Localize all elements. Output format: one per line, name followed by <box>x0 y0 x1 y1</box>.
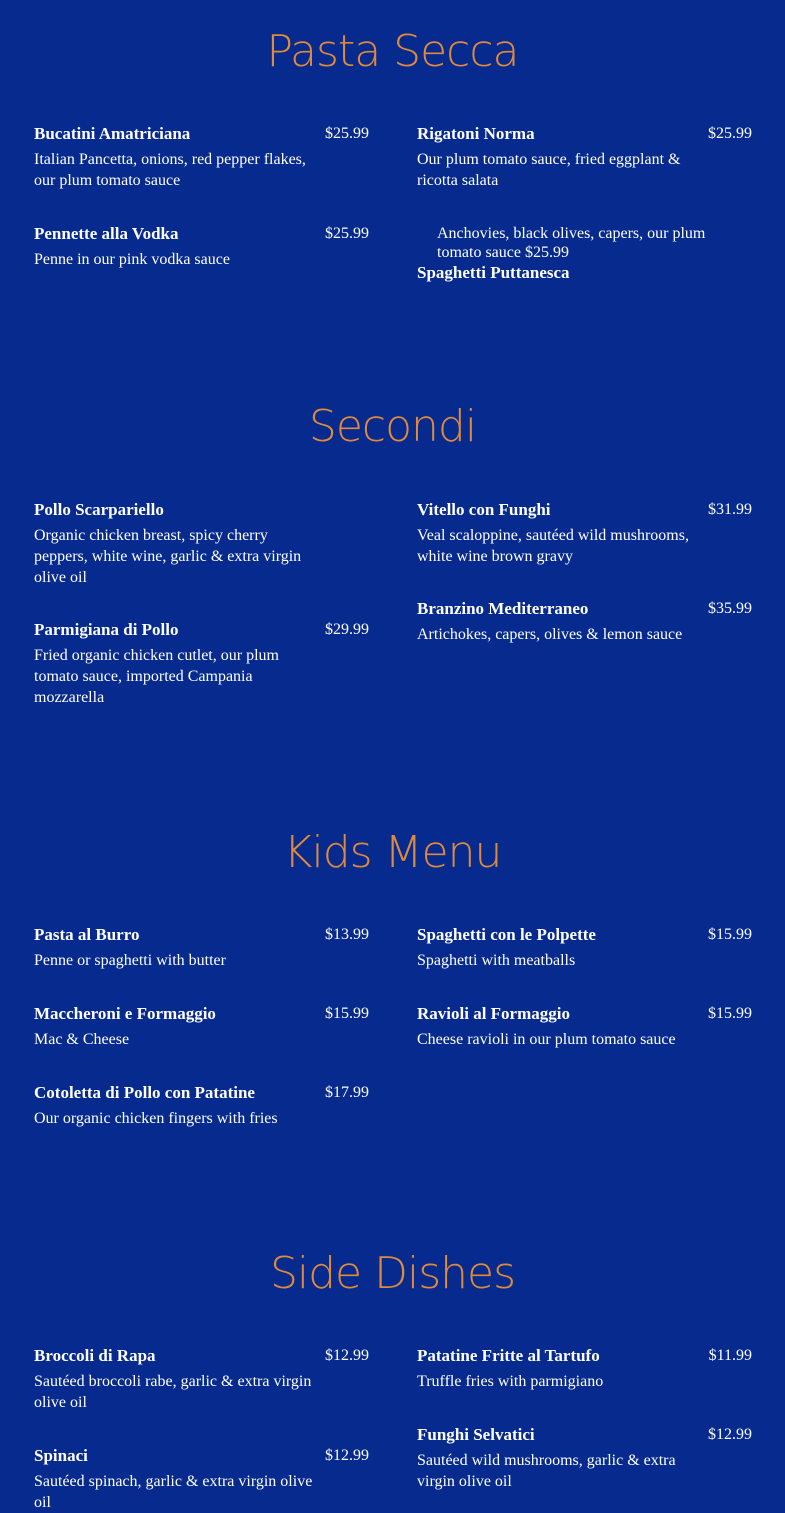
menu-item-patatine-fritte-al-tartufo <box>417 1346 752 1392</box>
item-name: Parmigiana di Pollo <box>34 620 179 639</box>
menu-item-rigatoni-norma <box>417 124 752 191</box>
menu-item-spinaci <box>34 1446 369 1513</box>
item-description: Cheese ravioli in our plum tomato sauce <box>417 1031 676 1048</box>
item-name: Spaghetti Puttanesca <box>417 263 570 282</box>
item-name: Maccheroni e Formaggio <box>34 1004 216 1023</box>
item-price: $29.99 <box>325 621 369 638</box>
item-description: Artichokes, capers, olives & lemon sauce <box>417 626 683 643</box>
item-description: Veal scaloppine, sautéed wild mushrooms, white wine brown gravy <box>417 527 689 565</box>
section-title-pasta-secca: Pasta Secca <box>266 26 519 77</box>
menu-item-pollo-scarpariello <box>34 500 369 588</box>
item-price: $25.99 <box>325 225 369 242</box>
section-title-side-dishes: Side Dishes <box>269 1248 516 1299</box>
item-name: Branzino Mediterraneo <box>417 599 589 618</box>
item-name: Pasta al Burro <box>34 925 140 944</box>
item-name: Rigatoni Norma <box>417 124 535 143</box>
item-description: Our organic chicken fingers with fries <box>34 1110 278 1127</box>
menu-item-broccoli-di-rapa <box>34 1346 369 1413</box>
item-price: $25.99 <box>325 125 369 142</box>
item-price: $35.99 <box>708 600 752 617</box>
item-description: Sautéed broccoli rabe, garlic & extra virgin olive oil <box>34 1373 312 1411</box>
item-name: Patatine Fritte al Tartufo <box>417 1346 600 1365</box>
item-description: Our plum tomato sauce, fried eggplant & ricotta salata <box>417 151 681 189</box>
item-description: Spaghetti with meatballs <box>417 952 576 969</box>
item-name: Bucatini Amatriciana <box>34 124 191 143</box>
item-name: Broccoli di Rapa <box>34 1346 156 1365</box>
menu-item-pennette-alla-vodka <box>34 224 369 270</box>
item-description: Penne in our pink vodka sauce <box>34 251 230 268</box>
item-description: Fried organic chicken cutlet, our plum tomato sauce, imported Campania mozzarella <box>34 647 279 706</box>
menu-item-vitello-con-funghi <box>417 500 752 567</box>
item-price: $12.99 <box>325 1347 369 1364</box>
item-name: Pennette alla Vodka <box>34 224 179 243</box>
menu-item-maccheroni-e-formaggio <box>34 1004 369 1050</box>
menu-item-spaghetti-con-le-polpette <box>417 925 752 971</box>
item-name: Pollo Scarpariello <box>34 500 164 519</box>
item-description: Anchovies, black olives, capers, our plum tomato sauce $25.99 <box>437 225 706 261</box>
item-description: Mac & Cheese <box>34 1031 130 1048</box>
item-price: $17.99 <box>325 1084 369 1101</box>
item-price: $12.99 <box>325 1447 369 1464</box>
item-description: Penne or spaghetti with butter <box>34 952 226 969</box>
item-description: Organic chicken breast, spicy cherry peppers, white wine, garlic & extra virgin olive oil <box>34 527 302 586</box>
item-description: Sautéed spinach, garlic & extra virgin olive oil <box>34 1473 313 1511</box>
menu-item-funghi-selvatici <box>417 1425 752 1492</box>
item-name: Funghi Selvatici <box>417 1425 535 1444</box>
menu-item-bucatini-amatriciana <box>34 124 369 191</box>
item-description: Italian Pancetta, onions, red pepper flakes, our plum tomato sauce <box>34 151 306 189</box>
item-price: $13.99 <box>325 926 369 943</box>
menu-item-parmigiana-di-pollo <box>34 620 369 708</box>
item-name: Spaghetti con le Polpette <box>417 925 596 944</box>
item-name: Cotoletta di Pollo con Patatine <box>34 1083 255 1102</box>
item-price: $11.99 <box>708 1347 752 1364</box>
item-description: Sautéed wild mushrooms, garlic & extra virgin olive oil <box>417 1452 676 1490</box>
item-price: $25.99 <box>708 125 752 142</box>
item-price: $31.99 <box>708 501 752 518</box>
menu-item-branzino-mediterraneo <box>417 599 752 645</box>
item-price: $15.99 <box>708 926 752 943</box>
item-price: $15.99 <box>325 1005 369 1022</box>
item-price: $15.99 <box>708 1005 752 1022</box>
item-name: Spinaci <box>34 1446 88 1465</box>
menu-item-cotoletta-di-pollo <box>34 1083 369 1129</box>
item-description: Truffle fries with parmigiano <box>417 1373 604 1390</box>
section-title-secondi: Secondi <box>308 401 477 452</box>
item-name: Vitello con Funghi <box>417 500 551 519</box>
section-title-kids-menu: Kids Menu <box>283 827 502 878</box>
menu-item-pasta-al-burro <box>34 925 369 971</box>
item-name: Ravioli al Formaggio <box>417 1004 570 1023</box>
menu-item-ravioli-al-formaggio <box>417 1004 752 1050</box>
menu-item-spaghetti-puttanesca <box>417 224 752 283</box>
item-price: $12.99 <box>708 1426 752 1443</box>
